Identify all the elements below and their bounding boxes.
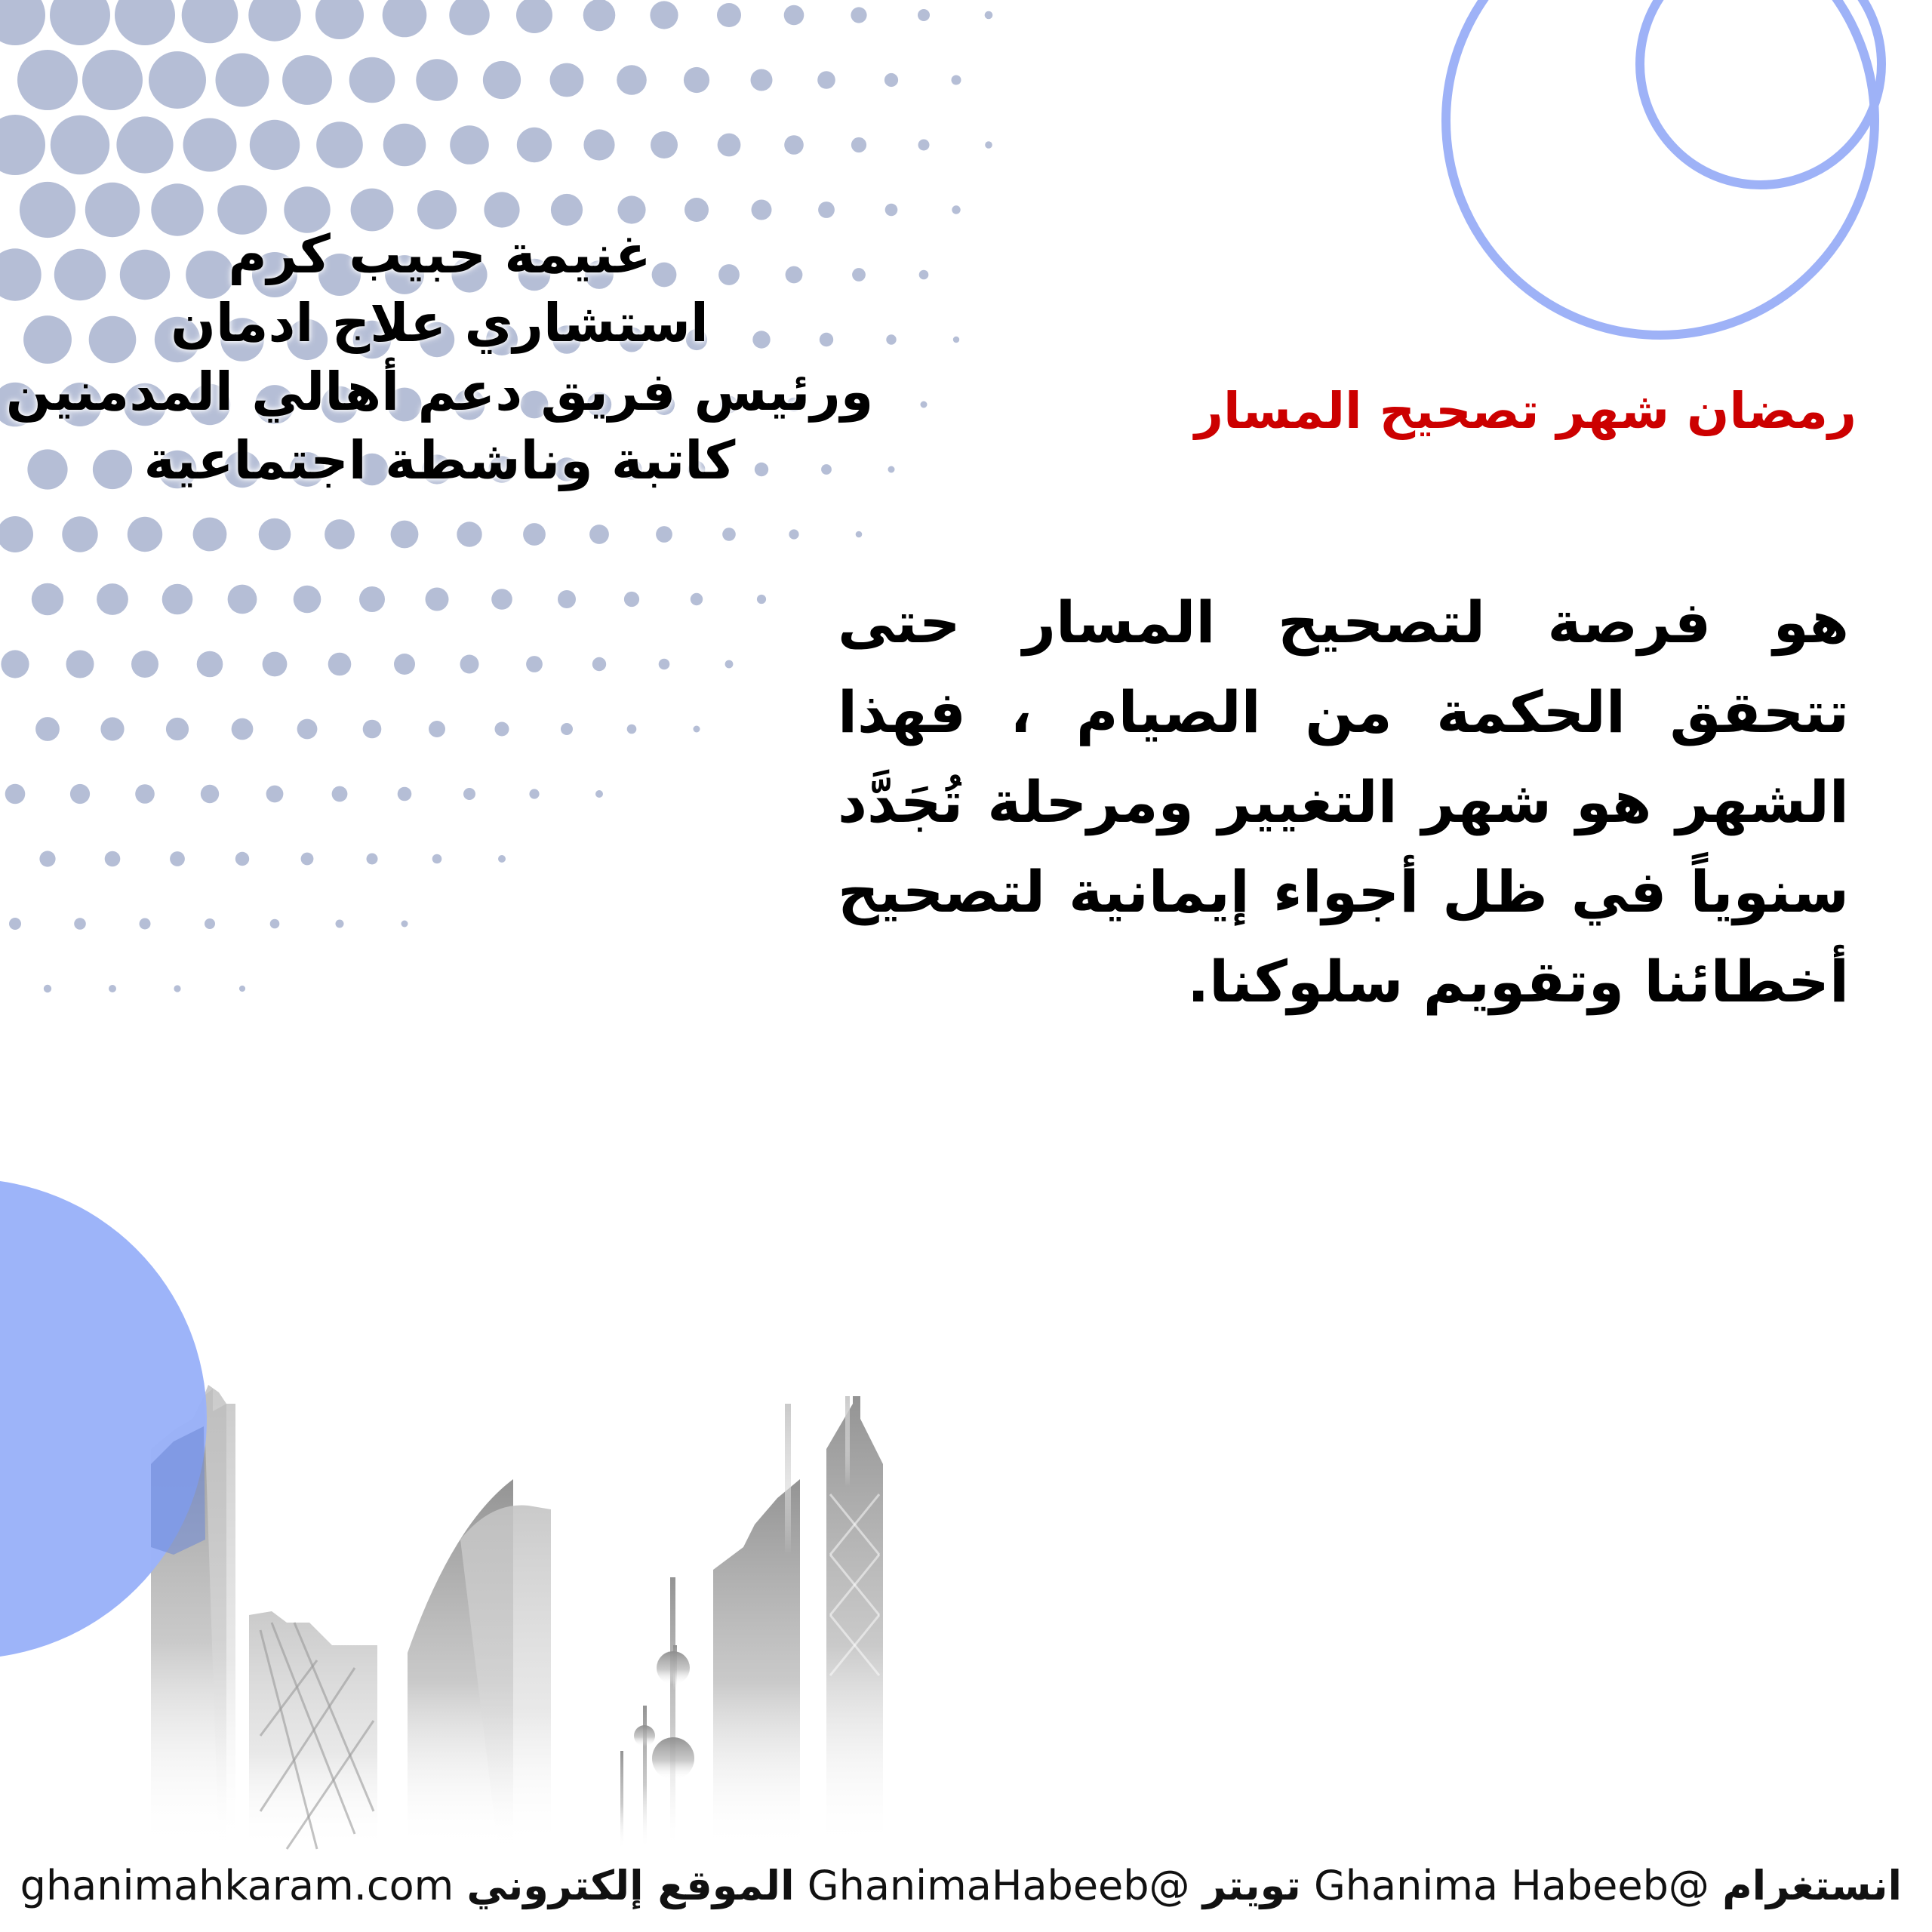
left-filled-circle <box>0 1179 207 1659</box>
article-title: رمضان شهر تصحيح المسار <box>1195 382 1857 440</box>
inner-ring-circle <box>1640 0 1881 185</box>
website-label: الموقع إلكتروني <box>466 1862 795 1909</box>
author-role-team-head: ورئيس فريق دعم أهالي المدمنين <box>5 361 874 423</box>
twitter-handle-link[interactable]: GhanimaHabeeb@ <box>807 1862 1190 1909</box>
author-info <box>0 220 879 495</box>
website-url-link[interactable]: ghanimahkaram.com <box>20 1862 454 1909</box>
article-body: هو فرصة لتصحيح المسار حتى تتحقق الحكمة من الصيام ، فهذا الشهر هو شهر التغيير ومرحلة تُجَدَّد سنوياً في ظل أجواء إيمانية لتصحيح أخطائنا وتقويم سلوكنا. <box>838 589 1849 1015</box>
author-name: غنيمة حبيب كرم <box>228 223 651 285</box>
contact-footer <box>20 1860 1902 1912</box>
twitter-label: تويتر <box>1202 1862 1301 1909</box>
instagram-handle-link[interactable]: Ghanima Habeeb@ <box>1313 1862 1709 1909</box>
instagram-label: انستغرام <box>1722 1862 1902 1909</box>
outer-ring-circle <box>1446 0 1875 335</box>
author-role-addiction-consultant: استشاري علاج ادمان <box>171 292 709 354</box>
author-role-writer-activist: كاتبة وناشطة اجتماعية <box>143 429 736 491</box>
